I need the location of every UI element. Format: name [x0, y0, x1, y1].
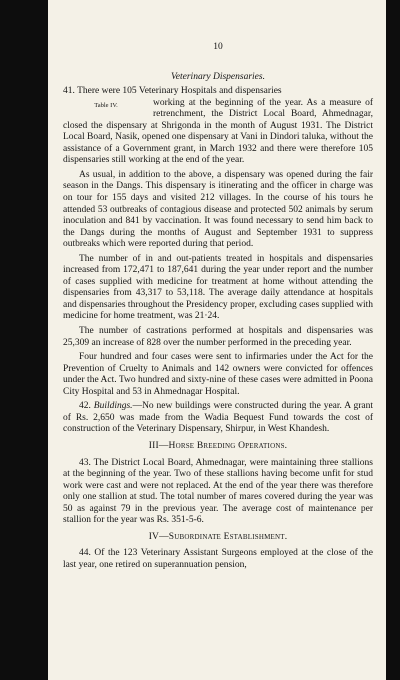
paragraph-43: 43. The District Local Board, Ahmednagar, were maintaining three stallions at the beginning of the year. Two of these stallions having become unfit for stud work were cast and were not replaced. At the end of the year there was therefore only one stallion at stud. The total number of mares covered during the year was 50 as against 79 in the previous year. The average cost of maintenance per stallion for the year was Rs. 351-5-6. [63, 457, 373, 526]
paragraph-castrations: The number of castrations performed at hospitals and dispensaries was 25,309 an increase of 828 over the number performed in the preceding year. [63, 326, 373, 348]
page-content [63, 38, 373, 574]
paragraph-42-number: 42. [79, 401, 91, 412]
paragraph-infirmaries: Four hundred and four cases were sent to infirmaries under the Act for the Prevention of Cruelty to Animals and 142 owners were convicted for offences under the Act. Two hundred and sixty-nine of these cases were admitted in Poona City Hospital and 53 in Ahmednagar Hospital. [63, 352, 373, 397]
paragraph-41-text: working at the beginning of the year. As a measure of retrenchment, the District Local Board, Ahmednagar, closed the dispensary at Shrigonda in the month of August 1931. The District Local Board, Nasik, opened one dispensary at Vani in Dindori taluka, without the assistance of a Government grant, in March 1932 and there were therefore 105 dispensaries still working at the end of the year. [63, 97, 373, 166]
heading-horse-breeding: III—Horse Breeding Operations. [148, 440, 288, 451]
document-page [48, 0, 386, 680]
section-heading: Veterinary Dispensaries. [171, 71, 265, 82]
paragraph-42 [63, 401, 373, 436]
paragraph-patients: The number of in and out-patients treated in hospitals and dispensaries increased from 172,471 to 187,641 during the year under report and the number of cases supplied with medicine for treatment at home without attending the dispensaries from 43,317 to 53,118. The average daily attendance at hospitals and dispensaries throughout the Presidency proper, excluding cases supplied with medicine for home treatment, was 21·24. [63, 253, 373, 322]
table-reference-note: Table IV. [94, 101, 118, 109]
heading-subordinate-establishment: IV—Subordinate Establishment. [148, 531, 288, 542]
paragraph-41-lead: 41. There were 105 Veterinary Hospitals and dispensaries [63, 86, 282, 97]
page-number: 10 [213, 42, 223, 52]
paragraph-42-text: —No new buildings were constructed during the year. A grant of Rs. 2,650 was made from the Wadia Bequest Fund towards the cost of construction of the Veterinary Dispensary, Shirpur, in West Khandesh. [63, 401, 373, 435]
paragraph-dangs: As usual, in addition to the above, a dispensary was opened during the fair season in the Dangs. This dispensary is itinerating and the officer in charge was on tour for 155 days and visited 212 villages. In the course of his tours he attended 53 outbreaks of contagious disease and protected 502 animals by serum inoculation and 841 by vaccination. It was found necessary to send him back to the Dangs during the months of August and September 1931 to suppress outbreaks which were reported during that period. [63, 169, 373, 250]
paragraph-41 [63, 86, 373, 167]
paragraph-42-title: Buildings. [93, 401, 133, 412]
paragraph-44: 44. Of the 123 Veterinary Assistant Surgeons employed at the close of the last year, one retired on superannuation pension, [63, 548, 373, 570]
